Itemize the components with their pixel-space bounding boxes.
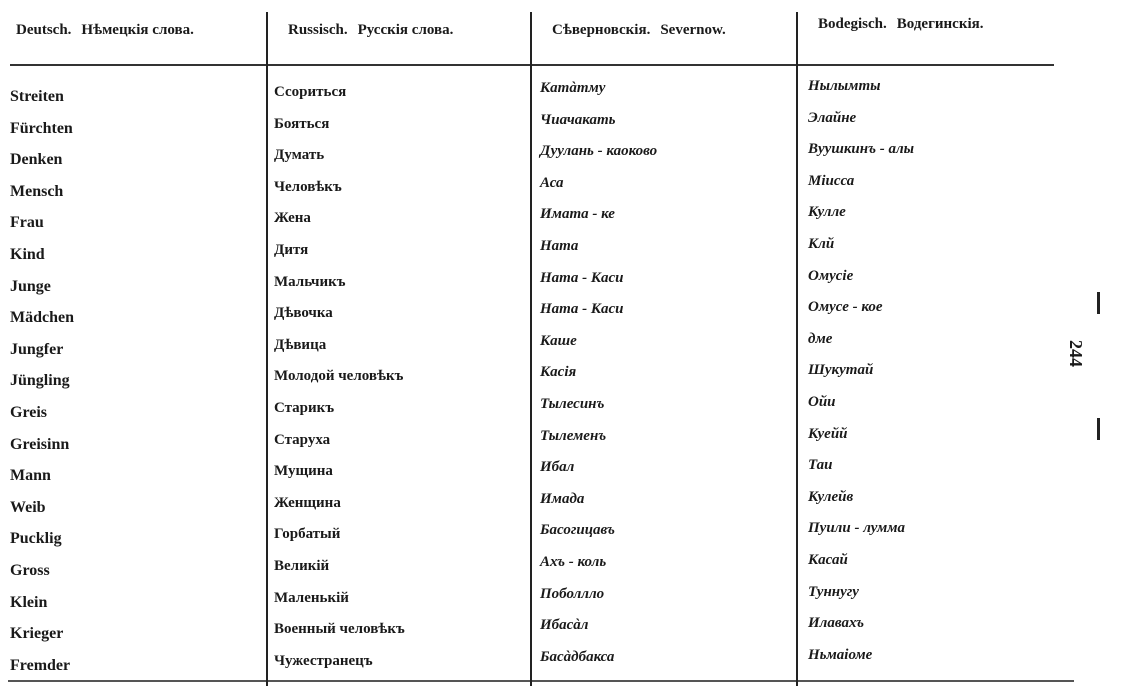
header-deutsch-cyrillic: Нѣмецкія слова. — [81, 22, 194, 38]
word-severnow: Тылеменъ — [540, 427, 607, 444]
word-bodegisch: Вуушкинъ - алы — [808, 141, 915, 158]
word-severnow: Ната - Каси — [540, 269, 624, 286]
column-divider-2 — [530, 12, 532, 686]
word-russisch: Думать — [274, 147, 325, 164]
word-severnow: Касія — [540, 364, 577, 381]
word-severnow: Имада — [540, 490, 585, 507]
word-russisch: Старуха — [274, 431, 331, 448]
word-bodegisch: Пуили - лумма — [808, 520, 906, 537]
word-deutsch: Denken — [10, 151, 63, 169]
word-russisch: Дѣвочка — [274, 305, 333, 322]
word-deutsch: Mann — [10, 467, 51, 485]
header-russisch-latin: Russisch. — [288, 22, 348, 38]
word-severnow: Имата - ке — [540, 206, 615, 223]
word-severnow: Катàтму — [540, 80, 606, 96]
word-russisch: Чужестранецъ — [274, 652, 373, 669]
word-russisch: Старикъ — [274, 400, 335, 416]
word-deutsch: Greisinn — [10, 435, 70, 453]
word-deutsch: Mensch — [10, 182, 64, 200]
word-russisch: Дѣвица — [274, 336, 327, 353]
word-deutsch: Jüngling — [10, 372, 70, 390]
word-severnow: Поболлло — [540, 585, 605, 602]
word-bodegisch: Элайне — [808, 109, 857, 126]
word-deutsch: Gross — [10, 562, 50, 579]
word-russisch: Великій — [274, 558, 330, 574]
word-bodegisch: дме — [808, 330, 833, 347]
page-number-dash-top — [1097, 292, 1100, 314]
word-deutsch: Fürchten — [10, 119, 73, 137]
word-severnow: Басàдбакса — [540, 648, 615, 665]
word-severnow: Каше — [540, 332, 577, 349]
word-russisch: Дитя — [274, 242, 309, 258]
word-deutsch: Streiten — [10, 88, 64, 105]
word-deutsch: Pucklig — [10, 530, 62, 548]
header-deutsch — [16, 22, 194, 39]
column-divider-3 — [796, 12, 798, 686]
word-bodegisch: Кулле — [808, 204, 846, 221]
word-severnow: Тылесинъ — [540, 396, 605, 412]
word-bodegisch: Міисса — [808, 172, 855, 189]
word-russisch: Горбатый — [274, 526, 341, 543]
word-deutsch: Frau — [10, 214, 44, 232]
word-bodegisch: Туннугу — [808, 583, 859, 600]
word-russisch: Ссориться — [274, 84, 347, 100]
word-bodegisch: Кулейв — [808, 488, 854, 505]
word-severnow: Ната — [540, 238, 579, 254]
word-russisch: Жена — [274, 210, 311, 227]
word-bodegisch: Ньмаiоме — [808, 646, 873, 663]
header-russisch — [288, 22, 453, 39]
word-russisch: Бояться — [274, 115, 330, 132]
word-severnow: Ибал — [540, 459, 575, 476]
word-russisch: Мальчикъ — [274, 273, 346, 290]
word-russisch: Военный человѣкъ — [274, 621, 405, 638]
word-deutsch: Kind — [10, 246, 45, 263]
word-severnow: Ибасàл — [540, 617, 589, 634]
word-russisch: Мущина — [274, 463, 333, 480]
word-severnow: Ната - Каси — [540, 301, 624, 318]
word-bodegisch: Куейй — [808, 425, 848, 442]
word-deutsch: Greis — [10, 404, 48, 421]
page-number: 244 — [1066, 340, 1086, 367]
word-bodegisch: Касай — [808, 552, 848, 568]
header-russisch-cyrillic: Русскія слова. — [357, 22, 454, 38]
word-bodegisch: Омусе - кое — [808, 299, 883, 316]
word-deutsch: Krieger — [10, 625, 64, 643]
page-number-dash-bottom — [1097, 418, 1100, 440]
word-severnow: Чиачакать — [540, 111, 616, 128]
header-severnow-latin: Severnow. — [660, 22, 726, 38]
word-russisch: Человѣкъ — [274, 178, 342, 195]
word-deutsch: Fremder — [10, 656, 71, 674]
word-severnow: Басогицавъ — [540, 522, 615, 539]
word-deutsch: Weib — [10, 498, 46, 516]
word-russisch: Молодой человѣкъ — [274, 368, 404, 385]
word-deutsch: Mädchen — [10, 309, 74, 327]
header-bodegisch-latin: Bodegisch. — [818, 16, 887, 32]
header-severnow-cyrillic: Сѣверновскія. — [552, 22, 651, 38]
word-russisch: Женщина — [274, 494, 341, 511]
header-bodegisch — [818, 16, 984, 33]
word-bodegisch: Клй — [808, 236, 835, 252]
header-severnow — [552, 22, 726, 39]
header-bodegisch-cyrillic: Водегинскія. — [896, 16, 984, 32]
word-bodegisch: Нылымты — [808, 78, 881, 94]
word-bodegisch: Омусіе — [808, 267, 854, 284]
header-rule — [10, 64, 1054, 66]
word-bodegisch: Илавахъ — [808, 615, 864, 632]
word-deutsch: Klein — [10, 593, 48, 611]
word-bodegisch: Ойи — [808, 394, 836, 410]
header-deutsch-latin: Deutsch. — [16, 22, 72, 38]
word-deutsch: Junge — [10, 277, 51, 295]
word-russisch: Маленькій — [274, 589, 349, 606]
word-bodegisch: Таи — [808, 457, 833, 474]
column-divider-1 — [266, 12, 268, 686]
word-severnow: Аса — [540, 174, 564, 191]
bottom-rule — [8, 680, 1074, 682]
word-bodegisch: Шукутай — [808, 362, 874, 379]
word-deutsch: Jungfer — [10, 340, 64, 358]
word-severnow: Ахъ - коль — [540, 554, 607, 570]
word-severnow: Дуулань - каоково — [540, 143, 658, 160]
